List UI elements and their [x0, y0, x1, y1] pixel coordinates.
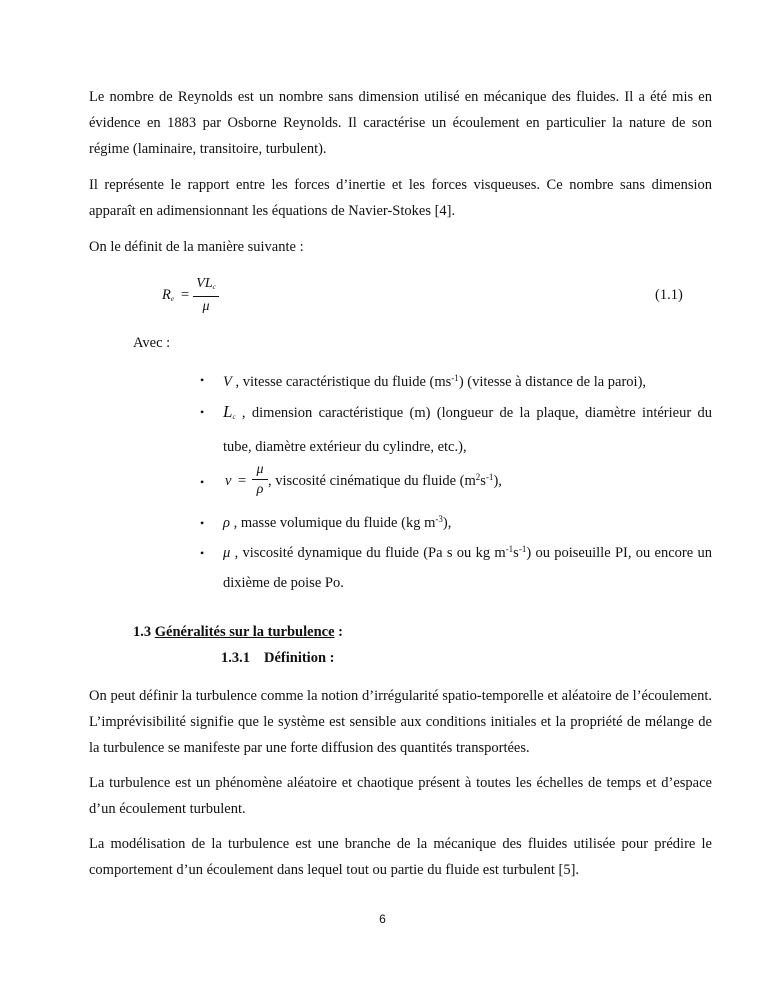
paragraph-turbulence-modeling: La modélisation de la turbulence est une branche de la mécanique des fluides utilisée pour prédire le comportement d’un écoulement dans lequel tout ou partie du fluide est turbulent [5]. — [89, 836, 712, 878]
equation-denominator: μ — [202, 299, 210, 314]
section-title: Généralités sur la turbulence — [154, 624, 335, 640]
equation-lhs: $R_e$ — [162, 287, 174, 303]
bullet-marker: • — [200, 373, 205, 387]
equation-fraction — [193, 276, 219, 316]
subsection-title: Définition : — [264, 650, 335, 666]
page-number: 6 — [379, 912, 386, 926]
bullet-marker: • — [200, 516, 205, 530]
equation-numerator: $VL_c$ — [196, 276, 216, 291]
equation-number: (1.1) — [655, 287, 683, 303]
bullet-item-dynamic-viscosity: μ , viscosité dynamique du fluide (Pa s ou kg $m^{-1}s^{-1}$) ou poiseuille PI, ou encore un dixième de poise Po. — [223, 544, 712, 591]
bullet-item-density: ρ , masse volumique du fluide (kg $m^{-3}$), — [223, 514, 452, 531]
equation-equals: = — [181, 287, 190, 303]
paragraph-definition-lead: On le définit de la manière suivante : — [89, 239, 304, 255]
paragraph-reynolds-intro: Le nombre de Reynolds est un nombre sans dimension utilisé en mécanique des fluides. Il a été mis en évidence en 1883 par Osborne Reynolds. Il caractérise un écoulement en particulier la nature de son régime (laminaire, transitoire, turbulent). — [89, 89, 712, 157]
bullet-item-velocity: V , vitesse caractéristique du fluide $(ms^{-1})$ (vitesse à distance de la paroi), — [223, 373, 647, 390]
section-heading: 1.3 Généralités sur la turbulence : — [133, 624, 343, 640]
avec-label: Avec : — [133, 335, 171, 351]
paragraph-turbulence-random: La turbulence est un phénomène aléatoire et chaotique présent à toutes les échelles de temps et d’espace d’un écoulement turbulent. — [89, 775, 712, 817]
subsection-number: 1.3.1 — [221, 650, 250, 666]
bullet-item-kinematic-viscosity: ν = μ ρ , viscosité cinématique du fluide $(m^2s^{-1})$, — [225, 462, 502, 497]
fraction-bar — [193, 296, 219, 297]
bullet-marker: • — [200, 475, 205, 489]
bullet-item-length: $L_c$ , dimension caractéristique (m) (longueur de la plaque, diamètre intérieur du tube, diamètre extérieur du cylindre, etc.), — [223, 402, 712, 455]
section-number: 1.3 — [133, 624, 152, 640]
bullet-marker: • — [200, 546, 205, 560]
subsection-heading — [221, 650, 334, 667]
paragraph-reynolds-ratio: Il représente le rapport entre les forces d’inertie et les forces visqueuses. Ce nombre sans dimension apparaît en adimensionnant les équations de Navier-Stokes [4]. — [89, 177, 712, 219]
paragraph-turbulence-definition: On peut définir la turbulence comme la notion d’irrégularité spatio-temporelle et aléatoire de l’écoulement. L’imprévisibilité signifie que le système est sensible aux conditions initiales et la propriété de mélange de la turbulence se manifeste par une forte diffusion des quantités transportées. — [89, 688, 712, 756]
bullet-marker: • — [200, 405, 205, 419]
